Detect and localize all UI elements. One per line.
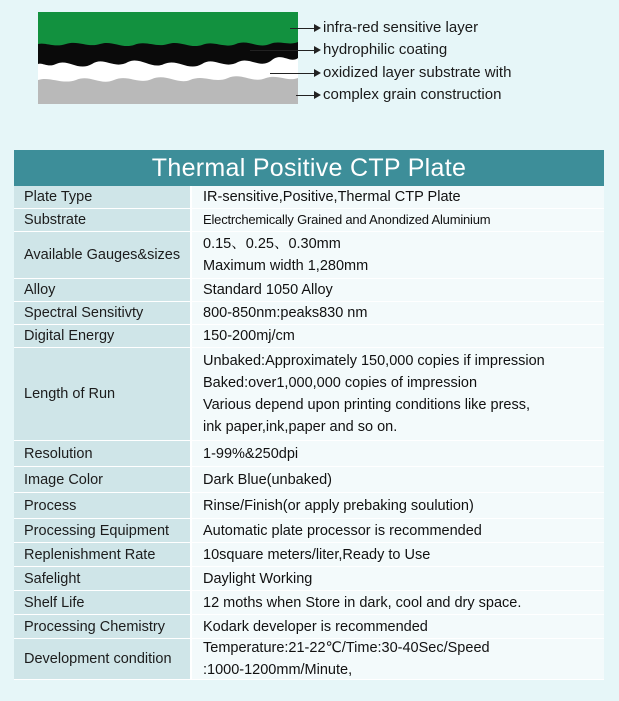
plate-layer-diagram — [38, 12, 298, 104]
row-value — [192, 348, 604, 440]
row-value — [192, 325, 604, 347]
row-label: Development condition — [14, 639, 192, 679]
row-value-line: IR-sensitive,Positive,Thermal CTP Plate — [203, 189, 461, 205]
row-label: Available Gauges&sizes — [14, 232, 192, 278]
arrow-icon — [314, 24, 321, 32]
row-value — [192, 467, 604, 492]
row-value — [192, 232, 604, 278]
row-value-line: Electrchemically Grained and Anondized Aluminium — [203, 212, 491, 227]
row-value — [192, 519, 604, 542]
table-row — [14, 279, 604, 302]
row-value-line: Automatic plate processor is recommended — [203, 522, 482, 539]
row-label: Shelf Life — [14, 591, 192, 614]
row-value-line: Baked:over1,000,000 copies of impression — [203, 375, 478, 391]
table-row — [14, 186, 604, 209]
row-value — [192, 615, 604, 638]
row-value-line: Rinse/Finish(or apply prebaking soulution) — [203, 497, 474, 514]
row-value-line: Maximum width 1,280mm — [203, 258, 369, 274]
table-row — [14, 615, 604, 639]
row-label: Processing Equipment — [14, 519, 192, 542]
row-value-line: ink paper,ink,paper and so on. — [203, 419, 398, 435]
row-value-line: 12 moths when Store in dark, cool and dry space. — [203, 594, 522, 611]
row-value-line: Various depend upon printing conditions like press, — [203, 397, 530, 413]
arrow-line — [290, 28, 315, 29]
row-value-line: Daylight Working — [203, 570, 313, 587]
table-row — [14, 441, 604, 467]
table-row — [14, 209, 604, 232]
row-value-line: Dark Blue(unbaked) — [203, 471, 332, 488]
table-row — [14, 519, 604, 543]
row-label: Replenishment Rate — [14, 543, 192, 566]
table-row — [14, 493, 604, 519]
arrow-icon — [314, 91, 321, 99]
row-value — [192, 186, 604, 208]
layer-label-oxide: oxidized layer substrate with — [323, 64, 512, 81]
row-label: Process — [14, 493, 192, 518]
layer-label-coating: hydrophilic coating — [323, 41, 448, 58]
table-row — [14, 348, 604, 441]
table-row — [14, 325, 604, 348]
table-row — [14, 567, 604, 591]
row-value-line: Temperature:21-22℃/Time:30-40Sec/Speed — [203, 640, 490, 656]
row-label: Resolution — [14, 441, 192, 466]
spec-table — [14, 150, 604, 680]
row-label: Processing Chemistry — [14, 615, 192, 638]
row-value-line: 800-850nm:peaks830 nm — [203, 305, 368, 321]
row-value-line: Standard 1050 Alloy — [203, 282, 333, 298]
layer-label-infrared: infra-red sensitive layer — [323, 19, 479, 36]
table-title: Thermal Positive CTP Plate — [14, 150, 604, 186]
row-value-line: Unbaked:Approximately 150,000 copies if impression — [203, 353, 545, 369]
infrared-layer — [38, 12, 298, 46]
row-label: Alloy — [14, 279, 192, 301]
row-label: Digital Energy — [14, 325, 192, 347]
row-value-line: 1-99%&250dpi — [203, 445, 299, 462]
row-value-line: 0.15、0.25、0.30mm — [203, 236, 341, 252]
row-value — [192, 302, 604, 324]
row-label: Safelight — [14, 567, 192, 590]
row-label: Substrate — [14, 209, 192, 231]
arrow-line — [270, 73, 315, 74]
arrow-line — [296, 95, 315, 96]
row-value — [192, 567, 604, 590]
row-value — [192, 639, 604, 679]
table-row — [14, 639, 604, 680]
table-row — [14, 302, 604, 325]
row-label: Plate Type — [14, 186, 192, 208]
table-row — [14, 591, 604, 615]
row-value — [192, 279, 604, 301]
table-row — [14, 232, 604, 279]
arrow-icon — [314, 69, 321, 77]
layer-cross-section — [38, 12, 298, 104]
arrow-icon — [314, 46, 321, 54]
row-value — [192, 591, 604, 614]
arrow-line — [250, 50, 315, 51]
row-label: Image Color — [14, 467, 192, 492]
row-value — [192, 543, 604, 566]
layer-label-substrate: complex grain construction — [323, 86, 502, 103]
row-value-line: :1000-1200mm/Minute, — [203, 662, 353, 678]
row-value — [192, 493, 604, 518]
row-value — [192, 441, 604, 466]
table-row — [14, 543, 604, 567]
table-row — [14, 467, 604, 493]
row-value — [192, 209, 604, 231]
row-value-line: Kodark developer is recommended — [203, 618, 428, 635]
row-label: Spectral Sensitivty — [14, 302, 192, 324]
table-body — [14, 186, 604, 680]
row-value-line: 10square meters/liter,Ready to Use — [203, 546, 431, 563]
row-value-line: 150-200mj/cm — [203, 328, 295, 344]
row-label: Length of Run — [14, 348, 192, 440]
